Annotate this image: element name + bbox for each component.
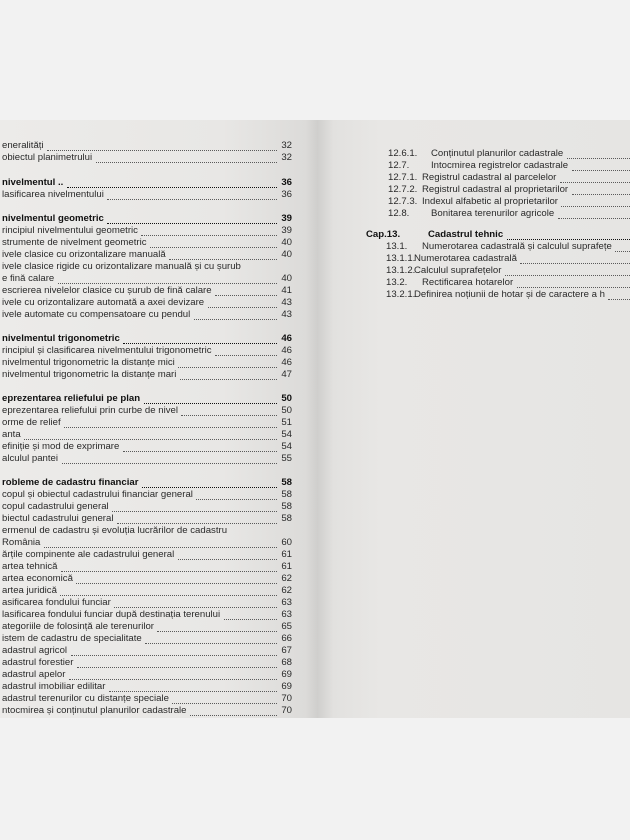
- toc-entry: [2, 549, 292, 561]
- toc-entry: [2, 357, 292, 369]
- dot-leader: [507, 229, 630, 240]
- toc-entry: [2, 705, 292, 717]
- toc-entry: [2, 501, 292, 513]
- toc-page-number: 61: [281, 561, 292, 572]
- toc-entry: [388, 172, 630, 184]
- dot-leader: [215, 285, 277, 296]
- dot-leader: [64, 417, 277, 428]
- dot-leader: [69, 669, 277, 680]
- dot-leader: [208, 297, 277, 308]
- toc-entry: [388, 148, 630, 160]
- toc-page-number: 69: [281, 681, 292, 692]
- toc-entry: [2, 693, 292, 705]
- dot-leader: [178, 549, 277, 560]
- toc-section-number: 12.7.3.: [388, 196, 418, 207]
- toc-entry: [2, 681, 292, 693]
- toc-page-number: 41: [281, 285, 292, 296]
- toc-entry: [2, 489, 292, 501]
- toc-entry-title: artea tehnică: [2, 561, 58, 572]
- toc-page-number: 46: [281, 357, 292, 368]
- toc-entry-title: nivelmentul trigonometric: [2, 333, 120, 344]
- toc-section-number: 12.7.2.: [388, 184, 418, 195]
- dot-leader: [560, 172, 630, 183]
- toc-entry: [2, 152, 292, 164]
- toc-entry: [2, 237, 292, 249]
- dot-leader: [178, 357, 277, 368]
- toc-entry-title: orme de relief: [2, 417, 61, 428]
- dot-leader: [180, 369, 277, 380]
- toc-page-number: 47: [281, 369, 292, 380]
- toc-page-number: 46: [281, 345, 292, 356]
- toc-page-number: 58: [281, 501, 292, 512]
- dot-leader: [107, 213, 277, 224]
- dot-leader: [144, 393, 277, 404]
- toc-page-number: 54: [281, 429, 292, 440]
- toc-page-number: 32: [281, 140, 292, 151]
- dot-leader: [24, 429, 277, 440]
- toc-entry: [2, 525, 292, 537]
- toc-section-number: 13.2.: [386, 277, 408, 288]
- toc-entry-title: ermenul de cadastru și evoluția lucrărilor de cadastru: [2, 525, 228, 536]
- right-page-table-of-contents: [318, 120, 630, 718]
- dot-leader: [145, 633, 277, 644]
- toc-page-number: 67: [281, 645, 292, 656]
- toc-entry: [2, 453, 292, 465]
- toc-entry-title: adastrul forestier: [2, 657, 74, 668]
- toc-page-number: 58: [281, 489, 292, 500]
- toc-entry: [2, 345, 292, 357]
- toc-entry: [388, 196, 630, 208]
- toc-entry-title: copul și obiectul cadastrului financiar general: [2, 489, 193, 500]
- dot-leader: [62, 453, 277, 464]
- toc-page-number: 51: [281, 417, 292, 428]
- toc-entry: [2, 561, 292, 573]
- dot-leader: [142, 477, 277, 488]
- toc-page-number: 50: [281, 405, 292, 416]
- toc-entry: [2, 657, 292, 669]
- dot-leader: [215, 345, 277, 356]
- toc-entry-title: asificarea fondului funciar: [2, 597, 111, 608]
- toc-entry-title: eprezentarea reliefului pe plan: [2, 393, 141, 404]
- toc-entry-title: artea juridică: [2, 585, 57, 596]
- dot-leader: [109, 681, 277, 692]
- toc-entry: [2, 621, 292, 633]
- toc-entry-title: ivele clasice rigide cu orizontalizare manuală și cu șurub: [2, 261, 241, 272]
- toc-entry: [2, 309, 292, 321]
- toc-entry-title: biectul cadastrului general: [2, 513, 114, 524]
- toc-page-number: 54: [281, 441, 292, 452]
- toc-entry-title: anta: [2, 429, 21, 440]
- dot-leader: [520, 253, 630, 264]
- dot-leader: [608, 289, 630, 300]
- toc-page-number: 43: [281, 309, 292, 320]
- toc-page-number: 40: [281, 237, 292, 248]
- toc-entry: [2, 609, 292, 621]
- toc-entry-title: Registrul cadastral al parcelelor: [422, 172, 557, 183]
- toc-page-number: 63: [281, 609, 292, 620]
- toc-entry-title: alculul pantei: [2, 453, 59, 464]
- dot-leader: [615, 241, 630, 252]
- dot-leader: [517, 277, 630, 288]
- toc-page-number: 40: [281, 273, 292, 284]
- toc-entry: [2, 513, 292, 525]
- toc-section-number: 12.7.: [388, 160, 410, 171]
- dot-leader: [44, 537, 277, 548]
- toc-entry-title: nivelmentul ..: [2, 177, 64, 188]
- toc-entry: [386, 241, 630, 253]
- toc-entry-title: robleme de cadastru financiar: [2, 477, 139, 488]
- toc-page-number: 39: [281, 225, 292, 236]
- dot-leader: [558, 208, 630, 219]
- dot-leader: [114, 597, 277, 608]
- dot-leader: [169, 249, 277, 260]
- dot-leader: [196, 489, 277, 500]
- toc-entry: [2, 597, 292, 609]
- toc-entry-title: e fină calare: [2, 273, 55, 284]
- dot-leader: [123, 441, 277, 452]
- toc-entry-title: adastrul terenurilor cu distanțe speciale: [2, 693, 169, 704]
- toc-page-number: 58: [281, 513, 292, 524]
- toc-section-number: 13.2.1.: [386, 289, 416, 300]
- toc-entry: [2, 669, 292, 681]
- dot-leader: [47, 140, 277, 151]
- toc-entry: [2, 225, 292, 237]
- toc-entry-title: strumente de nivelment geometric: [2, 237, 147, 248]
- toc-entry-title: Numerotarea cadastrală și calculul suprafețe: [422, 241, 612, 252]
- toc-entry-title: rincipiul nivelmentului geometric: [2, 225, 138, 236]
- toc-page-number: 36: [281, 189, 292, 200]
- toc-entry-title: adastrul agricol: [2, 645, 68, 656]
- toc-entry-title: ategoriile de folosință ale terenurilor: [2, 621, 154, 632]
- toc-entry-title: eneralități: [2, 140, 44, 151]
- toc-entry: [2, 645, 292, 657]
- toc-entry-title: copul cadastrului general: [2, 501, 109, 512]
- chapter-heading: [2, 333, 292, 345]
- toc-entry-title: adastrul apelor: [2, 669, 66, 680]
- toc-entry-title: Numerotarea cadastrală: [414, 253, 517, 264]
- dot-leader: [141, 225, 277, 236]
- toc-entry-title: escrierea nivelelor clasice cu șurub de fină calare: [2, 285, 212, 296]
- toc-entry: [2, 573, 292, 585]
- dot-leader: [67, 177, 277, 188]
- toc-entry: [388, 184, 630, 196]
- toc-entry: [2, 633, 292, 645]
- toc-entry: [2, 140, 292, 152]
- dot-leader: [224, 609, 277, 620]
- toc-page-number: 58: [281, 477, 292, 488]
- toc-entry: [2, 261, 292, 273]
- toc-entry-title: ivele automate cu compensatoare cu pendul: [2, 309, 191, 320]
- toc-entry-title: efiniție și mod de exprimare: [2, 441, 120, 452]
- dot-leader: [61, 561, 277, 572]
- toc-entry-title: adastrul imobiliar edilitar: [2, 681, 106, 692]
- dot-leader: [58, 273, 277, 284]
- toc-page-number: 66: [281, 633, 292, 644]
- toc-entry-title: Calculul suprafețelor: [414, 265, 502, 276]
- dot-leader: [107, 189, 277, 200]
- toc-entry-title: România: [2, 537, 41, 548]
- chapter-heading: [2, 477, 292, 489]
- toc-entry-title: ivele cu orizontalizare automată a axei devizare: [2, 297, 205, 308]
- dot-leader: [190, 705, 277, 716]
- toc-entry-title: nivelmentul trigonometric la distanțe mici: [2, 357, 175, 368]
- toc-section-number: 12.7.1.: [388, 172, 418, 183]
- toc-page-number: 50: [281, 393, 292, 404]
- toc-page-number: 40: [281, 249, 292, 260]
- toc-entry-title: Definirea noțiunii de hotar și de caractere a h: [414, 289, 605, 300]
- toc-entry: [2, 189, 292, 201]
- toc-entry-title: ntocmirea și conținutul planurilor cadastrale: [2, 705, 187, 716]
- toc-entry-title: Intocmirea registrelor cadastrale: [431, 160, 569, 171]
- toc-entry-title: istem de cadastru de specialitate: [2, 633, 142, 644]
- toc-entry-title: Bonitarea terenurilor agricole: [431, 208, 555, 219]
- dot-leader: [112, 501, 277, 512]
- toc-entry: [2, 273, 292, 285]
- dot-leader: [194, 309, 277, 320]
- toc-entry-title: lasificarea nivelmentului: [2, 189, 104, 200]
- dot-leader: [572, 160, 630, 171]
- toc-entry: [386, 265, 630, 277]
- toc-entry: [388, 160, 630, 172]
- toc-entry-title: Conținutul planurilor cadastrale: [431, 148, 564, 159]
- toc-entry-title: Rectificarea hotarelor: [422, 277, 514, 288]
- toc-entry: [2, 537, 292, 549]
- toc-page-number: 69: [281, 669, 292, 680]
- toc-entry: [2, 297, 292, 309]
- dot-leader: [150, 237, 277, 248]
- dot-leader: [561, 196, 630, 207]
- toc-page-number: 55: [281, 453, 292, 464]
- toc-entry: [2, 285, 292, 297]
- toc-section-number: 13.1.: [386, 241, 408, 252]
- toc-entry-title: artea economică: [2, 573, 73, 584]
- toc-page-number: 65: [281, 621, 292, 632]
- dot-leader: [172, 693, 277, 704]
- toc-entry: [2, 417, 292, 429]
- chapter-heading: [2, 393, 292, 405]
- chapter-heading: [366, 229, 630, 241]
- toc-page-number: 62: [281, 573, 292, 584]
- toc-entry-title: obiectul planimetrului: [2, 152, 93, 163]
- toc-section-number: 13.1.2.: [386, 265, 416, 276]
- toc-entry: [2, 249, 292, 261]
- toc-entry: [386, 253, 630, 265]
- dot-leader: [505, 265, 630, 276]
- toc-page-number: 32: [281, 152, 292, 163]
- toc-page-number: 61: [281, 549, 292, 560]
- toc-page-number: 70: [281, 705, 292, 716]
- chapter-heading: [2, 177, 292, 189]
- toc-entry-title: ărțile compinente ale cadastrului general: [2, 549, 175, 560]
- dot-leader: [71, 645, 277, 656]
- dot-leader: [123, 333, 277, 344]
- toc-page-number: 70: [281, 693, 292, 704]
- dot-leader: [572, 184, 630, 195]
- toc-page-number: 39: [281, 213, 292, 224]
- toc-entry-title: Indexul alfabetic al proprietarilor: [422, 196, 558, 207]
- left-page-table-of-contents: [0, 120, 318, 718]
- dot-leader: [60, 585, 277, 596]
- toc-page-number: 43: [281, 297, 292, 308]
- toc-page-number: 68: [281, 657, 292, 668]
- toc-section-number: 12.6.1.: [388, 148, 418, 159]
- toc-entry-title: Cadastrul tehnic: [428, 229, 504, 240]
- toc-page-number: 36: [281, 177, 292, 188]
- toc-section-number: Cap.13.: [366, 229, 401, 240]
- toc-entry: [388, 208, 630, 220]
- dot-leader: [77, 657, 277, 668]
- open-book: [0, 120, 630, 718]
- toc-page-number: 46: [281, 333, 292, 344]
- toc-entry-title: ivele clasice cu orizontalizare manuală: [2, 249, 166, 260]
- toc-section-number: 13.1.1.: [386, 253, 416, 264]
- dot-leader: [181, 405, 277, 416]
- toc-page-number: 60: [281, 537, 292, 548]
- dot-leader: [96, 152, 277, 163]
- toc-section-number: 12.8.: [388, 208, 410, 219]
- toc-entry-title: nivelmentul geometric: [2, 213, 104, 224]
- toc-page-number: 62: [281, 585, 292, 596]
- toc-entry: [2, 369, 292, 381]
- toc-entry-title: lasificarea fondului funciar după destinația terenului: [2, 609, 221, 620]
- chapter-heading: [2, 213, 292, 225]
- toc-entry-title: rincipiul și clasificarea nivelmentului trigonometric: [2, 345, 212, 356]
- toc-entry-title: eprezentarea reliefului prin curbe de nivel: [2, 405, 178, 416]
- dot-leader: [76, 573, 277, 584]
- toc-entry-title: Registrul cadastral al proprietarilor: [422, 184, 569, 195]
- toc-entry: [2, 429, 292, 441]
- dot-leader: [157, 621, 277, 632]
- toc-entry: [386, 289, 630, 301]
- dot-leader: [567, 148, 630, 159]
- toc-entry: [2, 441, 292, 453]
- toc-entry: [386, 277, 630, 289]
- dot-leader: [117, 513, 277, 524]
- toc-page-number: 63: [281, 597, 292, 608]
- toc-entry: [2, 405, 292, 417]
- toc-entry-title: nivelmentul trigonometric la distanțe mari: [2, 369, 177, 380]
- toc-entry: [2, 585, 292, 597]
